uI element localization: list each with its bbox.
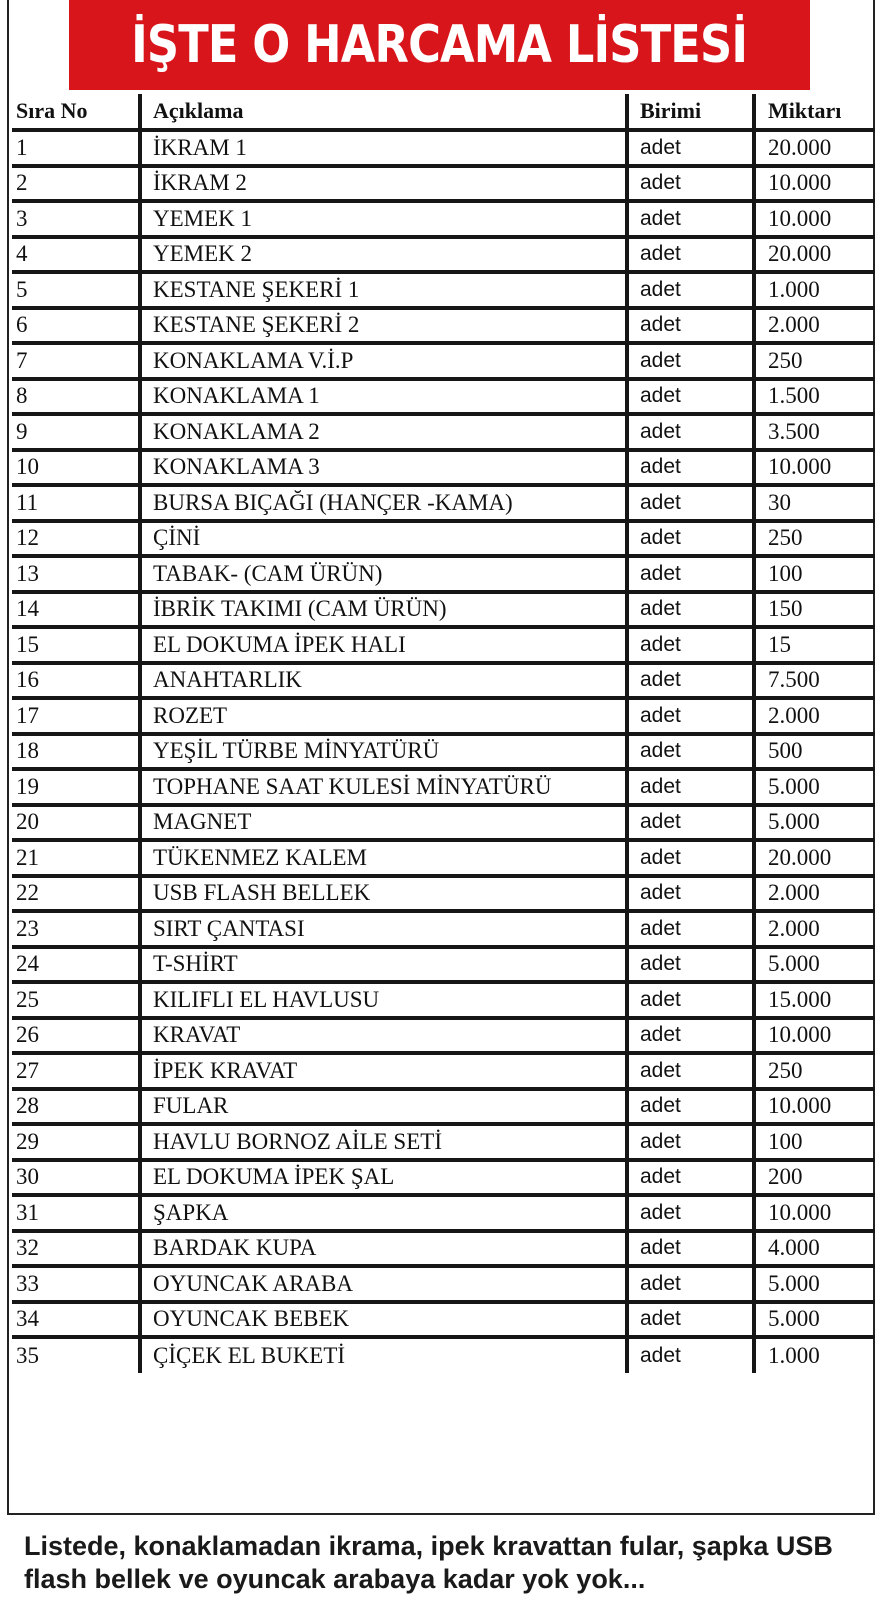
row-number: 6 <box>12 308 140 344</box>
quantity-cell: 3.500 <box>754 414 875 450</box>
unit-cell: adet <box>627 272 754 308</box>
description-cell: SIRT ÇANTASI <box>140 911 627 947</box>
unit-cell: adet <box>627 201 754 237</box>
quantity-cell: 10.000 <box>754 1195 875 1231</box>
row-number: 35 <box>12 1337 140 1373</box>
unit-cell: adet <box>627 521 754 557</box>
table-row <box>12 1018 875 1054</box>
table-header-row <box>12 94 875 130</box>
row-number: 17 <box>12 698 140 734</box>
description-cell: OYUNCAK BEBEK <box>140 1302 627 1338</box>
quantity-cell: 20.000 <box>754 237 875 273</box>
description-cell: İKRAM 2 <box>140 166 627 202</box>
unit-cell: adet <box>627 982 754 1018</box>
description-cell: ROZET <box>140 698 627 734</box>
description-cell: KONAKLAMA 3 <box>140 450 627 486</box>
quantity-cell: 10.000 <box>754 166 875 202</box>
row-number: 29 <box>12 1124 140 1160</box>
description-cell: KONAKLAMA 2 <box>140 414 627 450</box>
row-number: 25 <box>12 982 140 1018</box>
row-number: 18 <box>12 734 140 770</box>
quantity-cell: 15 <box>754 627 875 663</box>
description-cell: YEMEK 1 <box>140 201 627 237</box>
unit-cell: adet <box>627 450 754 486</box>
unit-cell: adet <box>627 1337 754 1373</box>
quantity-cell: 15.000 <box>754 982 875 1018</box>
description-cell: İPEK KRAVAT <box>140 1053 627 1089</box>
description-cell: TÜKENMEZ KALEM <box>140 840 627 876</box>
row-number: 32 <box>12 1231 140 1267</box>
row-number: 21 <box>12 840 140 876</box>
quantity-cell: 5.000 <box>754 1266 875 1302</box>
row-number: 20 <box>12 805 140 841</box>
unit-cell: adet <box>627 1160 754 1196</box>
row-number: 26 <box>12 1018 140 1054</box>
description-cell: KESTANE ŞEKERİ 2 <box>140 308 627 344</box>
table-row <box>12 982 875 1018</box>
table-row <box>12 1266 875 1302</box>
row-number: 27 <box>12 1053 140 1089</box>
quantity-cell: 5.000 <box>754 947 875 983</box>
description-cell: KONAKLAMA 1 <box>140 379 627 415</box>
table-row <box>12 379 875 415</box>
description-cell: İKRAM 1 <box>140 130 627 166</box>
quantity-cell: 2.000 <box>754 308 875 344</box>
description-cell: EL DOKUMA İPEK HALI <box>140 627 627 663</box>
table-row <box>12 343 875 379</box>
table-body <box>12 130 875 1373</box>
description-cell: FULAR <box>140 1089 627 1125</box>
unit-cell: adet <box>627 1195 754 1231</box>
row-number: 16 <box>12 663 140 699</box>
description-cell: ANAHTARLIK <box>140 663 627 699</box>
row-number: 15 <box>12 627 140 663</box>
column-header-birimi: Birimi <box>627 94 754 130</box>
row-number: 7 <box>12 343 140 379</box>
quantity-cell: 20.000 <box>754 130 875 166</box>
table-row <box>12 414 875 450</box>
quantity-cell: 2.000 <box>754 876 875 912</box>
row-number: 19 <box>12 769 140 805</box>
description-cell: T-SHİRT <box>140 947 627 983</box>
unit-cell: adet <box>627 1018 754 1054</box>
description-cell: KONAKLAMA V.İ.P <box>140 343 627 379</box>
description-cell: ÇİNİ <box>140 521 627 557</box>
table-row <box>12 1124 875 1160</box>
row-number: 31 <box>12 1195 140 1231</box>
row-number: 28 <box>12 1089 140 1125</box>
table-row <box>12 627 875 663</box>
description-cell: KILIFLI EL HAVLUSU <box>140 982 627 1018</box>
unit-cell: adet <box>627 627 754 663</box>
quantity-cell: 5.000 <box>754 1302 875 1338</box>
expense-table <box>12 94 875 1373</box>
description-cell: TOPHANE SAAT KULESİ MİNYATÜRÜ <box>140 769 627 805</box>
unit-cell: adet <box>627 805 754 841</box>
table-row <box>12 1195 875 1231</box>
quantity-cell: 7.500 <box>754 663 875 699</box>
description-cell: İBRİK TAKIMI (CAM ÜRÜN) <box>140 592 627 628</box>
page-title-banner <box>69 0 810 90</box>
quantity-cell: 200 <box>754 1160 875 1196</box>
quantity-cell: 30 <box>754 485 875 521</box>
unit-cell: adet <box>627 1231 754 1267</box>
table-row <box>12 592 875 628</box>
row-number: 24 <box>12 947 140 983</box>
unit-cell: adet <box>627 166 754 202</box>
table-row <box>12 166 875 202</box>
row-number: 13 <box>12 556 140 592</box>
description-cell: KRAVAT <box>140 1018 627 1054</box>
description-cell: ŞAPKA <box>140 1195 627 1231</box>
caption-text: Listede, konaklamadan ikrama, ipek kravattan fular, şapka USB flash bellek ve oyuncak arabaya kadar yok yok... <box>24 1531 833 1594</box>
table-row <box>12 947 875 983</box>
quantity-cell: 10.000 <box>754 1089 875 1125</box>
unit-cell: adet <box>627 1053 754 1089</box>
description-cell: HAVLU BORNOZ AİLE SETİ <box>140 1124 627 1160</box>
table-row <box>12 450 875 486</box>
quantity-cell: 500 <box>754 734 875 770</box>
unit-cell: adet <box>627 414 754 450</box>
quantity-cell: 1.000 <box>754 272 875 308</box>
column-header-aciklama: Açıklama <box>140 94 627 130</box>
row-number: 10 <box>12 450 140 486</box>
quantity-cell: 10.000 <box>754 1018 875 1054</box>
table-row <box>12 805 875 841</box>
unit-cell: adet <box>627 911 754 947</box>
table-row <box>12 840 875 876</box>
table-row <box>12 237 875 273</box>
table-row <box>12 911 875 947</box>
table-row <box>12 769 875 805</box>
quantity-cell: 1.000 <box>768 1342 820 1368</box>
quantity-cell: 250 <box>754 521 875 557</box>
row-number: 14 <box>12 592 140 628</box>
table-row <box>12 521 875 557</box>
row-number: 12 <box>12 521 140 557</box>
unit-cell: adet <box>627 840 754 876</box>
table-row <box>12 1053 875 1089</box>
row-number: 1 <box>12 130 140 166</box>
unit-cell: adet <box>627 556 754 592</box>
unit-cell: adet <box>627 1266 754 1302</box>
description-cell: KESTANE ŞEKERİ 1 <box>140 272 627 308</box>
unit-cell: adet <box>627 1089 754 1125</box>
quantity-cell: 1.500 <box>754 379 875 415</box>
column-header-sira-no: Sıra No <box>12 94 140 130</box>
unit-cell: adet <box>627 769 754 805</box>
table-row <box>12 663 875 699</box>
unit-cell: adet <box>627 343 754 379</box>
quantity-cell: 2.000 <box>754 698 875 734</box>
row-number: 33 <box>12 1266 140 1302</box>
row-number: 5 <box>12 272 140 308</box>
description-cell: TABAK- (CAM ÜRÜN) <box>140 556 627 592</box>
row-number: 3 <box>12 201 140 237</box>
description-cell: BARDAK KUPA <box>140 1231 627 1267</box>
description-cell: OYUNCAK ARABA <box>140 1266 627 1302</box>
table-row <box>12 130 875 166</box>
unit-cell: adet <box>627 876 754 912</box>
quantity-cell: 250 <box>754 1053 875 1089</box>
row-number: 30 <box>12 1160 140 1196</box>
table-row <box>12 201 875 237</box>
unit-cell: adet <box>627 734 754 770</box>
description-cell: YEMEK 2 <box>140 237 627 273</box>
row-number: 4 <box>12 237 140 273</box>
unit-cell: adet <box>627 592 754 628</box>
table-row <box>12 556 875 592</box>
quantity-cell: 4.000 <box>754 1231 875 1267</box>
unit-cell: adet <box>627 663 754 699</box>
table-row <box>12 272 875 308</box>
table-row <box>12 1089 875 1125</box>
unit-cell: adet <box>627 308 754 344</box>
page-title: İŞTE O HARCAMA LİSTESİ <box>131 15 748 75</box>
quantity-cell: 100 <box>754 556 875 592</box>
row-number: 2 <box>12 166 140 202</box>
description-cell: EL DOKUMA İPEK ŞAL <box>140 1160 627 1196</box>
quantity-cell: 20.000 <box>754 840 875 876</box>
quantity-cell: 5.000 <box>754 805 875 841</box>
table-row <box>12 485 875 521</box>
column-header-miktari: Miktarı <box>754 94 875 130</box>
table-row <box>12 1302 875 1338</box>
unit-cell: adet <box>627 130 754 166</box>
table-row <box>12 1231 875 1267</box>
quantity-cell: 2.000 <box>754 911 875 947</box>
row-number: 11 <box>12 485 140 521</box>
table-row <box>12 1337 875 1373</box>
quantity-cell: 5.000 <box>754 769 875 805</box>
table-row <box>12 1160 875 1196</box>
quantity-cell: 10.000 <box>754 450 875 486</box>
description-cell: ÇİÇEK EL BUKETİ <box>140 1337 627 1373</box>
row-number: 9 <box>12 414 140 450</box>
description-cell: YEŞİL TÜRBE MİNYATÜRÜ <box>140 734 627 770</box>
unit-cell: adet <box>627 485 754 521</box>
unit-cell: adet <box>627 947 754 983</box>
unit-cell: adet <box>627 1302 754 1338</box>
description-cell: BURSA BIÇAĞI (HANÇER -KAMA) <box>140 485 627 521</box>
row-number: 34 <box>12 1302 140 1338</box>
row-number: 22 <box>12 876 140 912</box>
table-row <box>12 698 875 734</box>
table-row <box>12 876 875 912</box>
quantity-cell: 250 <box>754 343 875 379</box>
unit-cell: adet <box>627 379 754 415</box>
unit-cell: adet <box>627 1124 754 1160</box>
table-row <box>12 308 875 344</box>
row-number: 23 <box>12 911 140 947</box>
unit-cell: adet <box>627 698 754 734</box>
row-number: 8 <box>12 379 140 415</box>
quantity-cell: 150 <box>754 592 875 628</box>
quantity-cell: 100 <box>754 1124 875 1160</box>
table-row <box>12 734 875 770</box>
description-cell: USB FLASH BELLEK <box>140 876 627 912</box>
description-cell: MAGNET <box>140 805 627 841</box>
unit-cell: adet <box>627 237 754 273</box>
quantity-cell: 10.000 <box>754 201 875 237</box>
